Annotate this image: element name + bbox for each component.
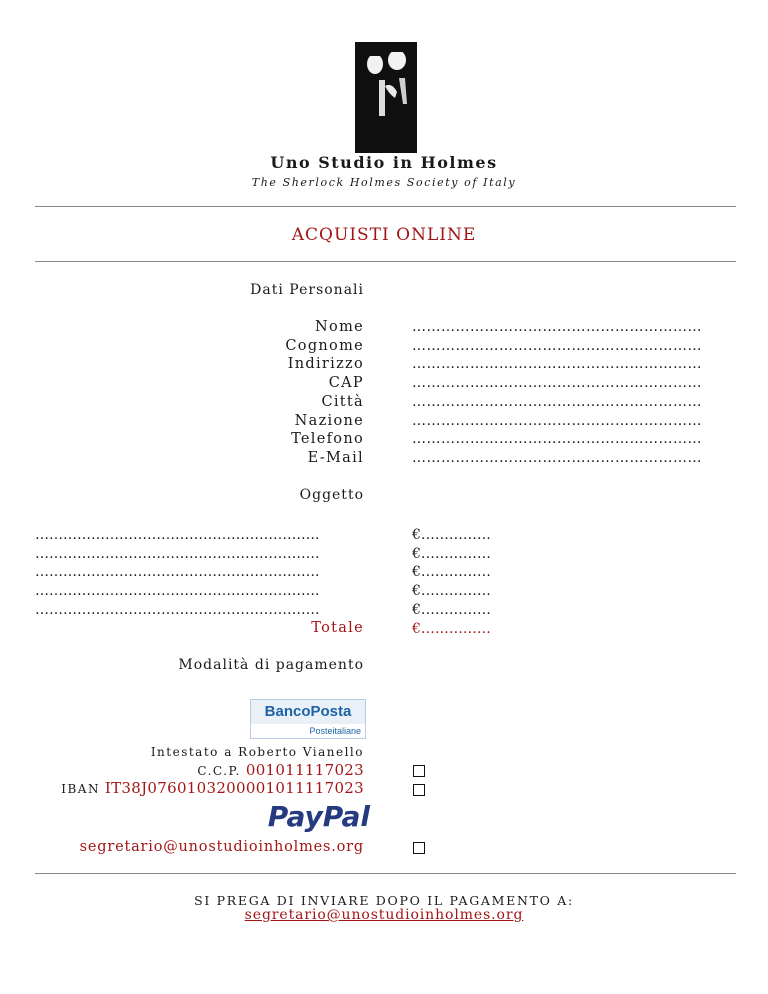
- account-holder: Intestato a Roberto Vianello: [150, 745, 364, 759]
- field-citta[interactable]: ……………………………………………………: [412, 393, 702, 410]
- field-label-cap: CAP: [328, 375, 364, 392]
- payment-heading: Modalità di pagamento: [178, 657, 364, 673]
- field-nazione[interactable]: ……………………………………………………: [412, 412, 702, 429]
- order-item-field[interactable]: …………………………………………………….: [35, 527, 320, 543]
- field-label-nome: Nome: [315, 319, 364, 335]
- footer-instruction: SI PREGA DI INVIARE DOPO IL PAGAMENTO A:: [194, 893, 574, 908]
- divider: [35, 206, 736, 207]
- order-price-field[interactable]: €……………: [412, 527, 491, 543]
- iban-label: IBAN: [61, 782, 100, 796]
- order-price-field[interactable]: €……………: [412, 545, 491, 562]
- order-price-field[interactable]: €……………: [412, 583, 491, 600]
- total-value[interactable]: €……………: [412, 620, 491, 637]
- personal-labels: [285, 318, 364, 468]
- paypal-email: segretario@unostudioinholmes.org: [79, 839, 364, 855]
- ccp-number: 001011117023: [245, 761, 364, 779]
- field-label-citta: Città: [321, 393, 364, 410]
- paypal-checkbox[interactable]: [413, 842, 425, 854]
- order-price-field[interactable]: €……………: [412, 564, 491, 581]
- page-title: ACQUISTI ONLINE: [291, 225, 477, 245]
- posteitaliane-wordmark: Posteitaliane: [309, 726, 361, 736]
- bancoposta-logo: [250, 699, 366, 739]
- divider: [35, 873, 736, 874]
- paypal-logo: PayPal: [267, 800, 370, 833]
- order-item-field[interactable]: …………………………………………………….: [35, 583, 320, 600]
- field-label-cognome: Cognome: [285, 337, 364, 354]
- field-label-nazione: Nazione: [294, 412, 364, 429]
- society-subtitle: The Sherlock Holmes Society of Italy: [251, 176, 517, 189]
- order-item-field[interactable]: …………………………………………………….: [35, 601, 320, 618]
- order-items: [35, 526, 319, 620]
- iban-checkbox[interactable]: [413, 784, 425, 796]
- field-label-telefono: Telefono: [291, 431, 364, 448]
- ccp-label: C.C.P.: [197, 764, 241, 778]
- personal-data-heading: Dati Personali: [250, 282, 364, 298]
- divider: [35, 261, 736, 262]
- bancoposta-wordmark: BancoPosta: [251, 700, 365, 724]
- field-nome[interactable]: ……………………………………………………: [412, 319, 702, 335]
- iban-line: [61, 779, 364, 798]
- field-label-email: E-Mail: [307, 449, 364, 466]
- footer-email-link[interactable]: segretario@unostudioinholmes.org: [244, 907, 524, 923]
- field-cap[interactable]: ……………………………………………………: [412, 375, 702, 392]
- ccp-checkbox[interactable]: [413, 765, 425, 777]
- order-price-field[interactable]: €……………: [412, 601, 491, 618]
- field-telefono[interactable]: ……………………………………………………: [412, 431, 702, 448]
- personal-fields: [412, 318, 702, 468]
- field-email[interactable]: ……………………………………………………: [412, 449, 702, 466]
- order-prices: [412, 526, 491, 638]
- field-indirizzo[interactable]: ……………………………………………………: [412, 356, 702, 373]
- field-label-indirizzo: Indirizzo: [287, 356, 364, 373]
- society-logo: [355, 42, 417, 153]
- iban-number: IT38J0760103200001011117023: [104, 779, 364, 797]
- order-heading: Oggetto: [299, 487, 364, 503]
- total-label: Totale: [311, 620, 364, 636]
- ccp-line: [197, 761, 364, 780]
- field-cognome[interactable]: ……………………………………………………: [412, 337, 702, 354]
- order-item-field[interactable]: …………………………………………………….: [35, 564, 320, 581]
- order-item-field[interactable]: …………………………………………………….: [35, 545, 320, 562]
- society-name: Uno Studio in Holmes: [270, 153, 498, 172]
